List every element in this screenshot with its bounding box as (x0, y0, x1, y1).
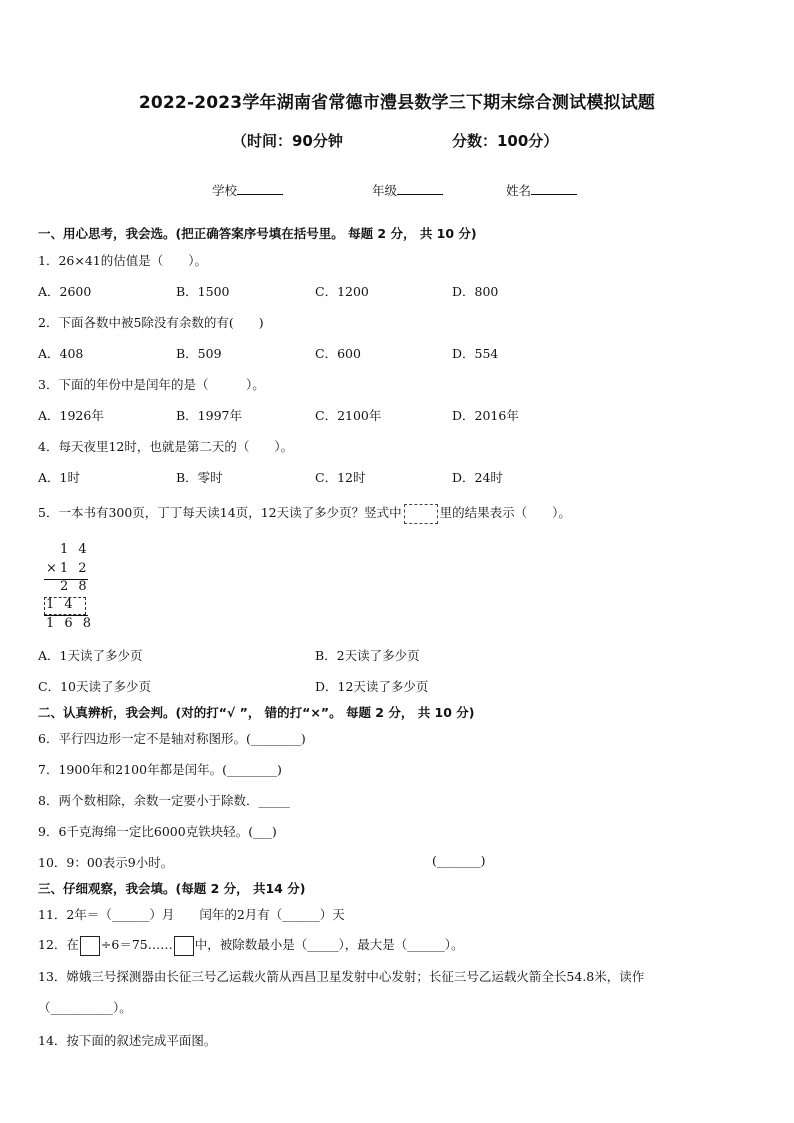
question-14: 14．按下面的叙述完成平面图。 (38, 1033, 217, 1048)
section3-heading: 三、仔细观察，我会填。(每题 2 分， 共14 分) (38, 881, 306, 896)
q5-option-d[interactable]: D．12天读了多少页 (315, 679, 429, 694)
q12-text-c: 中，被除数最小是（_____），最大是（______）。 (194, 937, 464, 952)
grade-field (372, 181, 443, 199)
q13-answer-blank[interactable]: （__________）。 (38, 1000, 132, 1015)
q10-answer-blank[interactable]: (_______) (432, 853, 486, 868)
school-field (212, 181, 283, 199)
question-10: 10．9：00表示9小时。 (38, 855, 174, 870)
q2-option-c[interactable]: C．600 (315, 346, 361, 361)
name-field (506, 181, 577, 199)
q2-option-b[interactable]: B．509 (176, 346, 222, 361)
question-9: 9．6千克海绵一定比6000克铁块轻。(___) (38, 824, 277, 839)
q5-text-b: 里的结果表示（ ）。 (439, 505, 571, 520)
calc-row-4: 1 4 (46, 597, 76, 612)
question-4: 4．每天夜里12时，也就是第二天的（ ）。 (38, 439, 294, 454)
q12-text-b: ÷6＝75…… (100, 937, 173, 952)
q1-option-a[interactable]: A．2600 (38, 284, 92, 299)
question-13: 13．嫦娥三号探测器由长征三号乙运载火箭从西昌卫星发射中心发射；长征三号乙运载火箭全长54.8米，读作 (38, 969, 645, 984)
q3-option-a[interactable]: A．1926年 (38, 408, 104, 423)
q12-text-a: 12．在 (38, 937, 79, 952)
section2-heading: 二、认真辨析，我会判。(对的打“√ ”， 错的打“×”。 每题 2 分， 共 10 分) (38, 705, 475, 720)
exam-score: 分数：100分） (452, 132, 559, 150)
calc-row-1: 1 4 (60, 542, 90, 557)
q3-option-c[interactable]: C．2100年 (315, 408, 382, 423)
q4-option-d[interactable]: D．24时 (452, 470, 503, 485)
q5-option-b[interactable]: B．2天读了多少页 (315, 648, 420, 663)
q4-option-b[interactable]: B．零时 (176, 470, 223, 485)
q4-option-c[interactable]: C．12时 (315, 470, 366, 485)
name-blank[interactable] (531, 182, 577, 195)
school-label: 学校 (212, 183, 238, 198)
q1-option-b[interactable]: B．1500 (176, 284, 230, 299)
q1-option-d[interactable]: D．800 (452, 284, 499, 299)
q5-option-a[interactable]: A．1天读了多少页 (38, 648, 143, 663)
q5-option-c[interactable]: C．10天读了多少页 (38, 679, 151, 694)
question-12 (38, 935, 464, 956)
remainder-box[interactable] (174, 936, 194, 956)
q3-option-b[interactable]: B．1997年 (176, 408, 242, 423)
calc-row-2: ×1 2 (46, 561, 90, 576)
question-5 (38, 503, 571, 524)
grade-label: 年级 (372, 183, 398, 198)
calc-row-3: 2 8 (60, 579, 90, 594)
q2-option-a[interactable]: A．408 (38, 346, 84, 361)
question-2: 2．下面各数中被5除没有余数的有( ) (38, 315, 264, 330)
question-3: 3．下面的年份中是闰年的是（ ）。 (38, 377, 265, 392)
section1-heading: 一、用心思考，我会选。(把正确答案序号填在括号里。 每题 2 分， 共 10 分) (38, 226, 477, 241)
q2-option-d[interactable]: D．554 (452, 346, 499, 361)
name-label: 姓名 (506, 183, 532, 198)
school-blank[interactable] (237, 182, 283, 195)
question-7: 7．1900年和2100年都是闰年。(________) (38, 762, 282, 777)
question-8: 8．两个数相除，余数一定要小于除数．_____ (38, 793, 290, 808)
page-title: 2022-2023学年湖南省常德市澧县数学三下期末综合测试模拟试题 (138, 93, 656, 113)
dividend-box[interactable] (80, 936, 100, 956)
q3-option-d[interactable]: D．2016年 (452, 408, 519, 423)
exam-time: （时间：90分钟 (232, 132, 343, 150)
grade-blank[interactable] (397, 182, 443, 195)
dashed-box-icon (404, 504, 438, 524)
q5-text-a: 5．一本书有300页，丁丁每天读14页，12天读了多少页？竖式中 (38, 505, 402, 520)
calc-row-5: 1 6 8 (46, 616, 95, 631)
q4-option-a[interactable]: A．1时 (38, 470, 80, 485)
question-6: 6．平行四边形一定不是轴对称图形。(________) (38, 731, 306, 746)
question-11: 11．2年＝（______）月 闰年的2月有（______）天 (38, 907, 345, 922)
q1-option-c[interactable]: C．1200 (315, 284, 369, 299)
question-1: 1．26×41的估值是（ ）。 (38, 253, 207, 268)
